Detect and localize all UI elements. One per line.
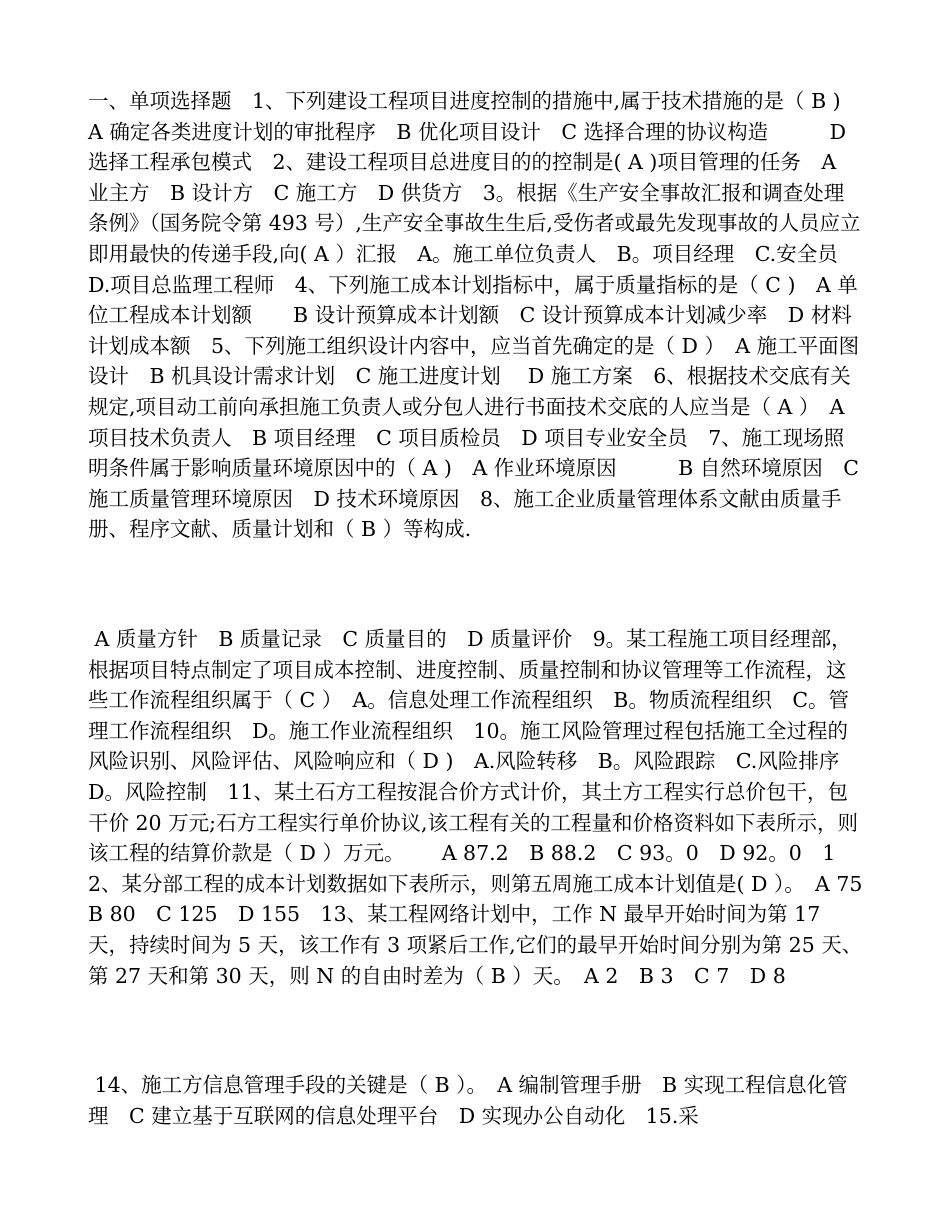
paragraph-questions-8-13: A 质量方针 B 质量记录 C 质量目的 D 质量评价 9。某工程施工项目经理部，根据项目特点制定了项目成本控制、进度控制、质量控制和协议管理等工作流程，这些工作流程组织属于（ C ） A。信息处理工作流程组织 B。物质流程组织 C。管理工作流程组织 D。施工作业流程组织 10。施工风险管理过程包括施工全过程的风险识别、风险评估、风险响应和（ D ) A.风险转移 B。风险跟踪 C.风险排序 D。风险控制 11、某土石方工程按混合价方式计价，其土方工程实行总价包干，包干价 20 万元;石方工程实行单价协议,该工程有关的工程量和价格资料如下表所示，则该工程的结算价款是（ D ）万元。 A 87.2 B 88.2 C 93。0 D 92。0 12、某分部工程的成本计划数据如下表所示，则第五周施工成本计划值是( D ）。 A 75 B 80 C 125 D 155 13、某工程网络计划中，工作 N 最早开始时间为第 17 天，持续时间为 5 天，该工作有 3 项紧后工作,它们的最早开始时间分别为第 25 天、第 27 天和第 30 天，则 N 的自由时差为（ B ）天。 A 2 B 3 C 7 D 8 xyxy=(88,627,883,988)
paragraph-questions-1-8: 一、单项选择题 1、下列建设工程项目进度控制的措施中,属于技术措施的是（ B ) A 确定各类进度计划的审批程序 B 优化项目设计 C 选择合理的协议构造 D 选择工程承包模式 2、建设工程项目总进度目的的控制是( A )项目管理的任务 A 业主方 B 设计方 C 施工方 D 供货方 3。根据《生产安全事故汇报和调查处理条例》（国务院令第 493 号）,生产安全事故生生后,受伤者或最先发现事故的人员应立即用最快的传递手段,向( A ）汇报 A。施工单位负责人 B。项目经理 C.安全员 D.项目总监理工程师 4、下列施工成本计划指标中，属于质量指标的是（ C ) A 单位工程成本计划额 B 设计预算成本计划额 C 设计预算成本计划减少率 D 材料计划成本额 5、下列施工组织设计内容中，应当首先确定的是（ D ） A 施工平面图设计 B 机具设计需求计划 C 施工进度计划 D 施工方案 6、根据技术交底有关规定,项目动工前向承担施工负责人或分包人进行书面技术交底的人应当是（ A ） A 项目技术负责人 B 项目经理 C 项目质检员 D 项目专业安全员 7、施工现场照明条件属于影响质量环境原因中的（ A ) A 作业环境原因 B 自然环境原因 C 施工质量管理环境原因 D 技术环境原因 8、施工企业质量管理体系文献由质量手册、程序文献、质量计划和（ B ）等构成. xyxy=(88,89,866,542)
paragraph-questions-14-15: 14、施工方信息管理手段的关键是（ B ）。 A 编制管理手册 B 实现工程信息化管理 C 建立基于互联网的信息处理平台 D 实现办公自动化 15.采 xyxy=(88,1073,848,1128)
